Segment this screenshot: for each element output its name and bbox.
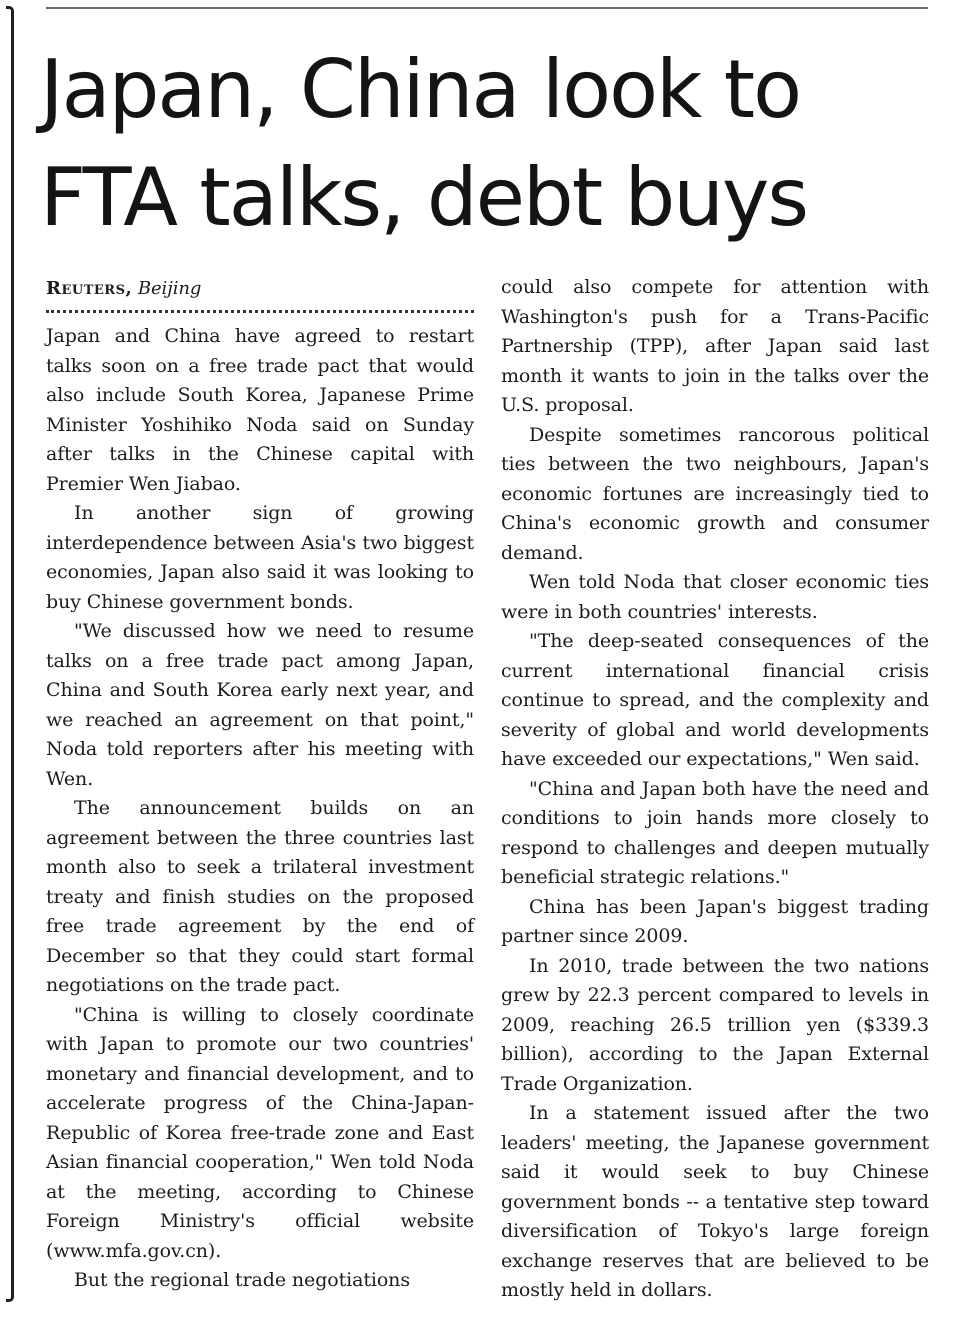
paragraph: In a statement issued after the two leaders' meeting, the Japanese government said it would seek to buy Chinese government bonds -- a tentative step toward diversification of Tokyo's large foreign exchange reserves that are believed to be mostly held in dollars. <box>501 1102 929 1301</box>
paragraph: "China and Japan both have the need and conditions to join hands more closely to respond to challenges and deepen mutually beneficial strategic relations." <box>501 777 929 888</box>
paragraph: In 2010, trade between the two nations grew by 22.3 percent compared to levels in 2009, reaching 26.5 trillion yen ($339.3 billion), according to the Japan External Trade Organization. <box>501 954 929 1095</box>
page-edge-bracket <box>6 6 14 1302</box>
byline <box>46 273 474 305</box>
paragraph: Japan and China have agreed to restart talks soon on a free trade pact that would also include South Korea, Japanese Prime Minister Yoshihiko Noda said on Sunday after talks in the Chinese capital with Premier Wen Jiabao. <box>46 325 474 495</box>
paragraph: The announcement builds on an agreement between the three countries last month also to seek a trilateral investment treaty and finish studies on the proposed free trade agreement by the end of December so that they could start formal negotiations on the trade pact. <box>46 797 474 996</box>
headline-line-1: Japan, China look to <box>40 43 801 136</box>
paragraph: China has been Japan's biggest trading partner since 2009. <box>501 895 929 947</box>
article-column-left <box>46 273 474 1296</box>
dotted-separator <box>46 310 474 313</box>
article-column-right <box>501 273 929 1306</box>
paragraph: But the regional trade negotiations <box>74 1269 410 1291</box>
paragraph: In another sign of growing interdependence between Asia's two biggest economies, Japan also said it was looking to buy Chinese government bonds. <box>46 502 474 613</box>
paragraph: Wen told Noda that closer economic ties were in both countries' interests. <box>501 571 929 623</box>
top-rule <box>46 7 928 9</box>
headline <box>40 36 940 252</box>
byline-dateline: Beijing <box>137 278 202 299</box>
paragraph: "China is willing to closely coordinate with Japan to promote our two countries' monetary and financial development, and to accelerate progress of the China-Japan-Republic of Korea free-trade zone and East Asian financial cooperation," Wen told Noda at the meeting, according to Chinese Foreign Ministry's official website (www.mfa.gov.cn). <box>46 1003 474 1262</box>
headline-line-2: FTA talks, debt buys <box>40 151 807 244</box>
paragraph: "The deep-seated consequences of the current international financial crisis continue to spread, and the complexity and severity of global and world developments have exceeded our expectations," Wen said. <box>501 630 929 770</box>
paragraph: "We discussed how we need to resume talks on a free trade pact among Japan, China and South Korea early next year, and we reached an agreement on that point," Noda told reporters after his meeting with Wen. <box>46 620 474 790</box>
byline-agency: Reuters, <box>46 278 133 299</box>
paragraph-continued: could also compete for attention with Washington's push for a Trans-Pacific Partnership (TPP), after Japan said last month it wants to join in the talks over the U.S. proposal. <box>501 276 929 416</box>
paragraph: Despite sometimes rancorous political ties between the two neighbours, Japan's economic fortunes are increasingly tied to China's economic growth and consumer demand. <box>501 423 929 564</box>
